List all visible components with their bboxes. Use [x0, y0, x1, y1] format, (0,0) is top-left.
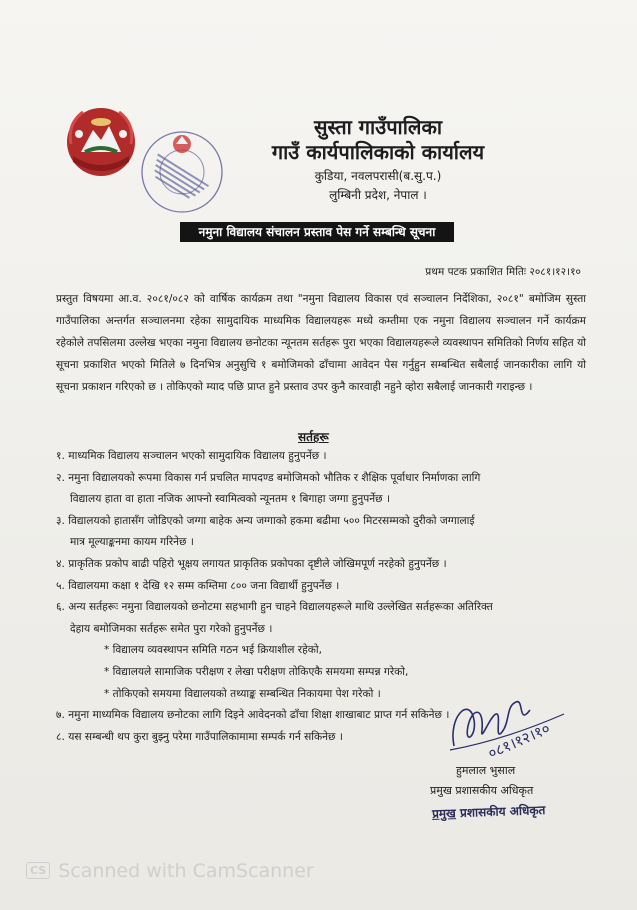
conditions-heading: सर्तहरू — [298, 430, 329, 444]
list-item: ८. यस सम्बन्धी थप कुरा बुझ्नु परेमा गाउँपालिकामामा सम्पर्क गर्न सकिनेछ । — [56, 730, 343, 743]
list-item: ५. विद्यालयमा कक्षा १ देखि १२ सम्म कम्तिमा ८०० जना विद्यार्थी हुनुपर्नेछ । — [56, 579, 340, 592]
list-item: ७. नमुना माध्यमिक विद्यालय छनोटका लागि दिइने आवेदनको ढाँचा शिक्षा शाखाबाट प्राप्त गर्न सकिनेछ । — [56, 709, 450, 722]
list-item: ३. विद्यालयको हातासँग जोडिएको जग्गा बाहेक अन्य जग्गाको हकमा बढीमा ५०० मिटरसम्मको दुरीको जग्गालाई — [56, 514, 475, 527]
camscanner-watermark — [26, 860, 314, 882]
address-line-1: कुडिया, नवलपरासी(ब.सु.प.) — [314, 169, 442, 183]
list-item: * विद्यालयले सामाजिक परीक्षण र लेखा परीक्षण तोकिएकै समयमा सम्पन्न गरेको, — [104, 665, 409, 678]
designation-stamp — [432, 801, 546, 822]
list-item: देहाय बमोजिमका सर्तहरू समेत पुरा गरेको हुनुपर्नेछ । — [70, 622, 273, 635]
signature-date: ०८१।१२।१० — [485, 719, 553, 763]
list-item: ४. प्राकृतिक प्रकोप बाढी पहिरो भूक्षय लगायत प्राकृतिक प्रकोपका दृष्टीले जोखिमपूर्ण नरहेको हुनुपर्नेछ । — [56, 557, 447, 570]
office-name: सुस्ता गाउँपालिका — [313, 115, 443, 139]
nepal-emblem-icon — [63, 104, 139, 180]
intro-paragraph: प्रस्तुत विषयमा आ.व. २०८१/०८२ को वार्षिक कार्यक्रम तथा "नमुना विद्यालय विकास एवं सञ्चालन निर्देशिका, २०८१" बमोजिम सुस्ता गाउँपालिका अन्तर्गत सञ्चालनमा रहेका सामुदायिक माध्यमिक विद्यालयहरू मध्ये कम्तीमा एक नमुना विद्यालय सञ्चालन गर्ने कार्यक्रम रहेकोले तपसिलमा उल्लेख भएका नमुना विद्यालय छनोटका न्यूनतम सर्तहरू पुरा भएका विद्यालयहरूले व्यवस्थापन समितिको निर्णय सहित यो सूचना प्रकाशित भएको मितिले ७ दिनभित्र अनुसुचि १ बमोजिमको ढाँचामा आवेदन पेस गर्नुहुन सम्बन्धित सबैलाई जानकारीका लागि यो सूचना प्रकाशन गरिएको छ । तोकिएको म्याद पछि प्राप्त हुने प्रस्ताव उपर कुनै कारवाही नहुने व्होरा सबैलाई जानकारी गराइन्छ । — [56, 293, 586, 393]
stamp-prefix: प्रमुख — [431, 806, 457, 821]
camscanner-logo-icon: CS — [26, 862, 50, 879]
list-item: * विद्यालय व्यवस्थापन समिति गठन भई क्रियाशील रहेको, — [104, 644, 322, 657]
list-item: * तोकिएको समयमा विद्यालयको तथ्याङ्क सम्बन्धित निकायमा पेश गरेको । — [104, 687, 381, 700]
list-item: विद्यालय हाता वा हाता नजिक आफ्नो स्वामित्वको न्यूनतम १ बिगाहा जग्गा हुनुपर्नेछ । — [70, 493, 390, 506]
list-item: मात्र मूल्याङ्कनमा कायम गरिनेछ । — [70, 536, 194, 549]
signature — [444, 686, 574, 770]
list-item: २. नमुना विद्यालयको रूपमा विकास गर्न प्रचलित मापदण्ड बमोजिमको भौतिक र शैक्षिक पूर्वाधार निर्माणका लागि — [56, 471, 481, 484]
office-subtitle: गाउँ कार्यपालिकाको कार्यालय — [271, 140, 485, 164]
list-item: १. माध्यमिक विद्यालय सञ्चालन भएको सामुदायिक विद्यालय हुनुपर्नेछ । — [56, 450, 327, 462]
list-item: ६. अन्य सर्तहरूः नमुना विद्यालयको छनोटमा सहभागी हुन चाहने विद्यालयहरूले माथि उल्लेखित सर्तहरूका अतिरिक्त — [56, 601, 493, 614]
watermark-text: Scanned with CamScanner — [58, 860, 314, 882]
published-date: प्रथम पटक प्रकाशित मितिः २०८१।१२।१० — [425, 266, 581, 278]
address-line-2: लुम्बिनी प्रदेश, नेपाल । — [329, 188, 427, 202]
signatory-name: हुमलाल भुसाल — [456, 764, 516, 777]
stamp-rest: प्रशासकीय अधिकृत — [455, 803, 546, 821]
notice-title: नमुना विद्यालय संचालन प्रस्ताव पेस गर्ने सम्बन्धि सूचना — [180, 222, 454, 242]
signatory-designation: प्रमुख प्रशासकीय अधिकृत — [430, 784, 534, 797]
